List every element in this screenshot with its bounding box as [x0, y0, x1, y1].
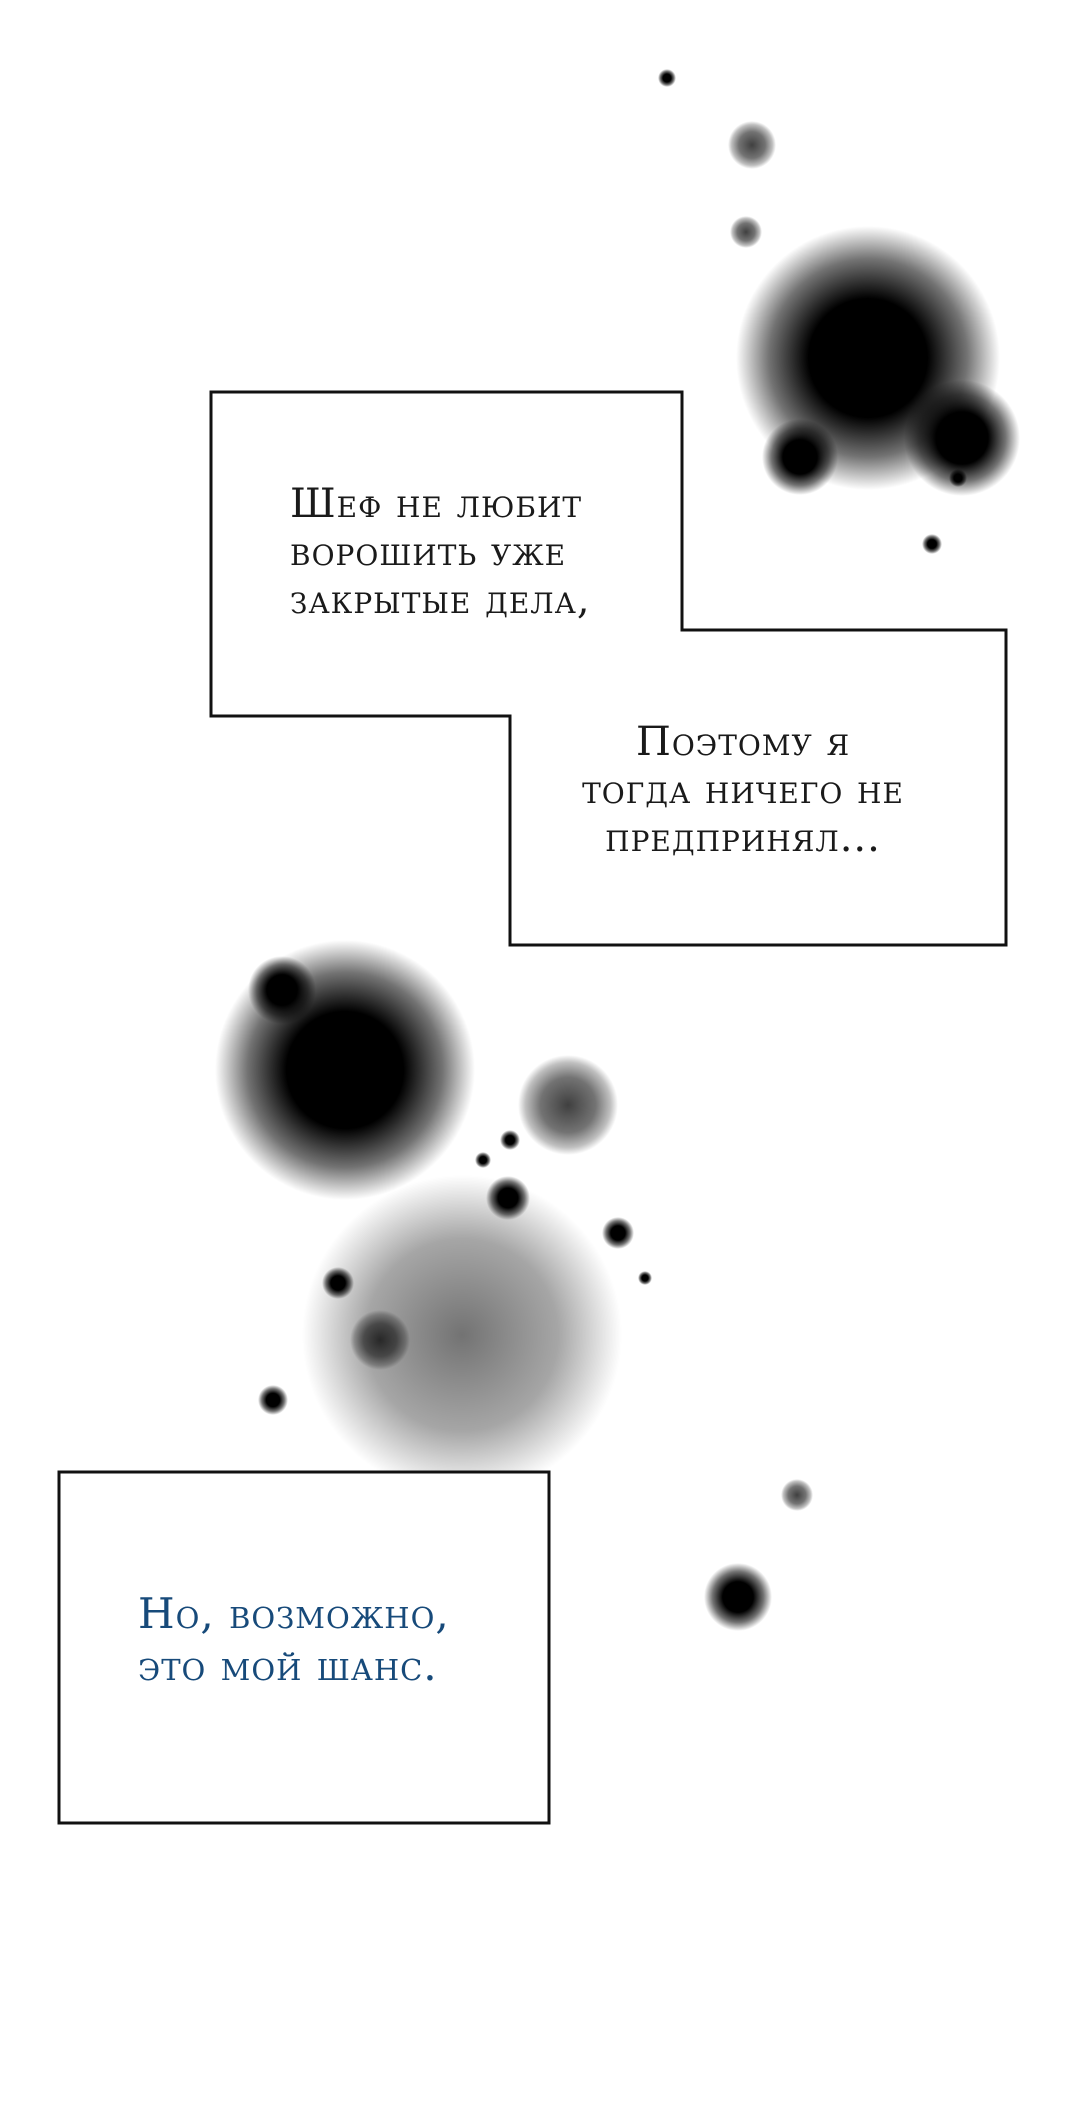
caption-box-lower — [59, 1472, 549, 1823]
caption-line: тогда ничего не — [582, 767, 904, 813]
ink-blots-middle — [215, 940, 652, 1495]
caption-line: Но, возможно, — [138, 1589, 450, 1638]
caption-line: это мой шанс. — [138, 1641, 438, 1690]
caption-line: ворошить уже — [290, 529, 567, 575]
caption-line: Шеф не любит — [290, 481, 583, 527]
caption-line: закрытые дела, — [290, 577, 591, 623]
caption-line: предпринял... — [605, 815, 881, 861]
ink-blots-upper — [658, 69, 1020, 554]
caption-line: Поэтому я — [635, 719, 851, 765]
ink-blots-lower — [704, 1479, 813, 1631]
